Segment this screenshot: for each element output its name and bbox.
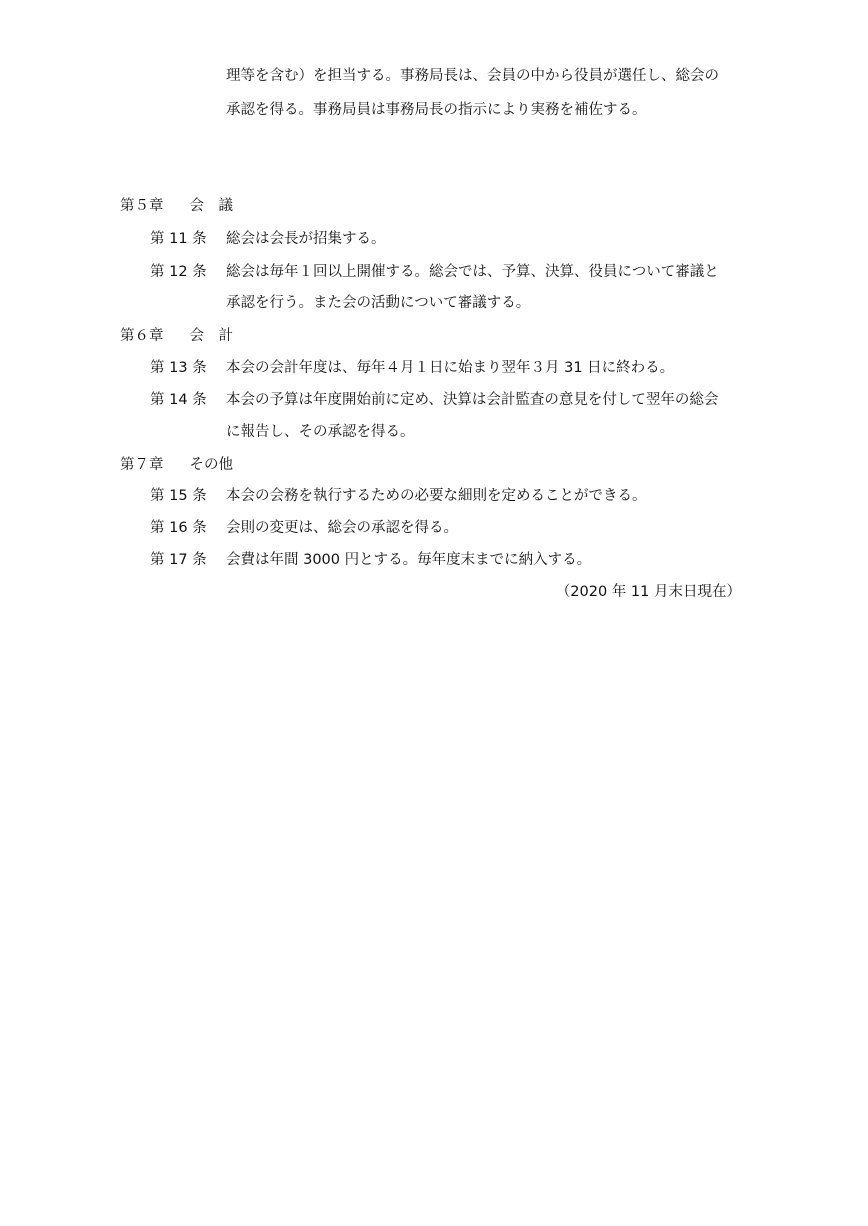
article-12-label: 第 12 条 [150, 264, 207, 280]
article-13 [0, 358, 868, 378]
article-17 [0, 550, 868, 570]
article-14-text-1: 本会の予算は年度開始前に定め、決算は会計監査の意見を付して翌年の総会 [226, 392, 719, 408]
chapter-5-heading [120, 196, 233, 216]
article-14-label: 第 14 条 [150, 392, 207, 408]
intro-line-2: 承認を得る。事務局員は事務局長の指示により実務を補佐する。 [226, 102, 647, 118]
article-15 [0, 486, 868, 506]
article-16-label: 第 16 条 [150, 520, 207, 536]
article-11-label: 第 11 条 [150, 231, 207, 247]
article-11-text: 総会は会長が招集する。 [226, 231, 386, 247]
article-17-label: 第 17 条 [150, 552, 207, 568]
article-17-text: 会費は年間 3000 円とする。毎年度末までに納入する。 [226, 552, 592, 568]
chapter-6-heading [120, 326, 233, 346]
article-13-label: 第 13 条 [150, 360, 207, 376]
article-11 [0, 229, 868, 249]
chapter-5-title: 会 議 [189, 198, 233, 214]
article-16-text: 会則の変更は、総会の承認を得る。 [226, 520, 458, 536]
article-15-label: 第 15 条 [150, 488, 207, 504]
as-of-date-note: （2020 年 11 月末日現在） [555, 584, 741, 600]
article-16 [0, 518, 868, 538]
article-13-text: 本会の会計年度は、毎年４月１日に始まり翌年３月 31 日に終わる。 [226, 360, 675, 376]
chapter-7-title: その他 [189, 457, 233, 473]
article-14 [0, 390, 868, 410]
chapter-5-number: 第５章 [120, 198, 164, 214]
chapter-7-number: 第７章 [120, 457, 164, 473]
article-12-text-1: 総会は毎年１回以上開催する。総会では、予算、決算、役員について審議と [226, 264, 719, 280]
article-14-text-2: に報告し、その承認を得る。 [226, 424, 415, 440]
article-12 [0, 262, 868, 282]
chapter-7-heading [120, 455, 233, 475]
article-12-text-2: 承認を行う。また会の活動について審議する。 [226, 295, 531, 311]
article-15-text: 本会の会務を執行するための必要な細則を定めることができる。 [226, 488, 647, 504]
chapter-6-title: 会 計 [189, 328, 233, 344]
intro-line-1: 理等を含む）を担当する。事務局長は、会員の中から役員が選任し、総会の [226, 68, 719, 84]
chapter-6-number: 第６章 [120, 328, 164, 344]
